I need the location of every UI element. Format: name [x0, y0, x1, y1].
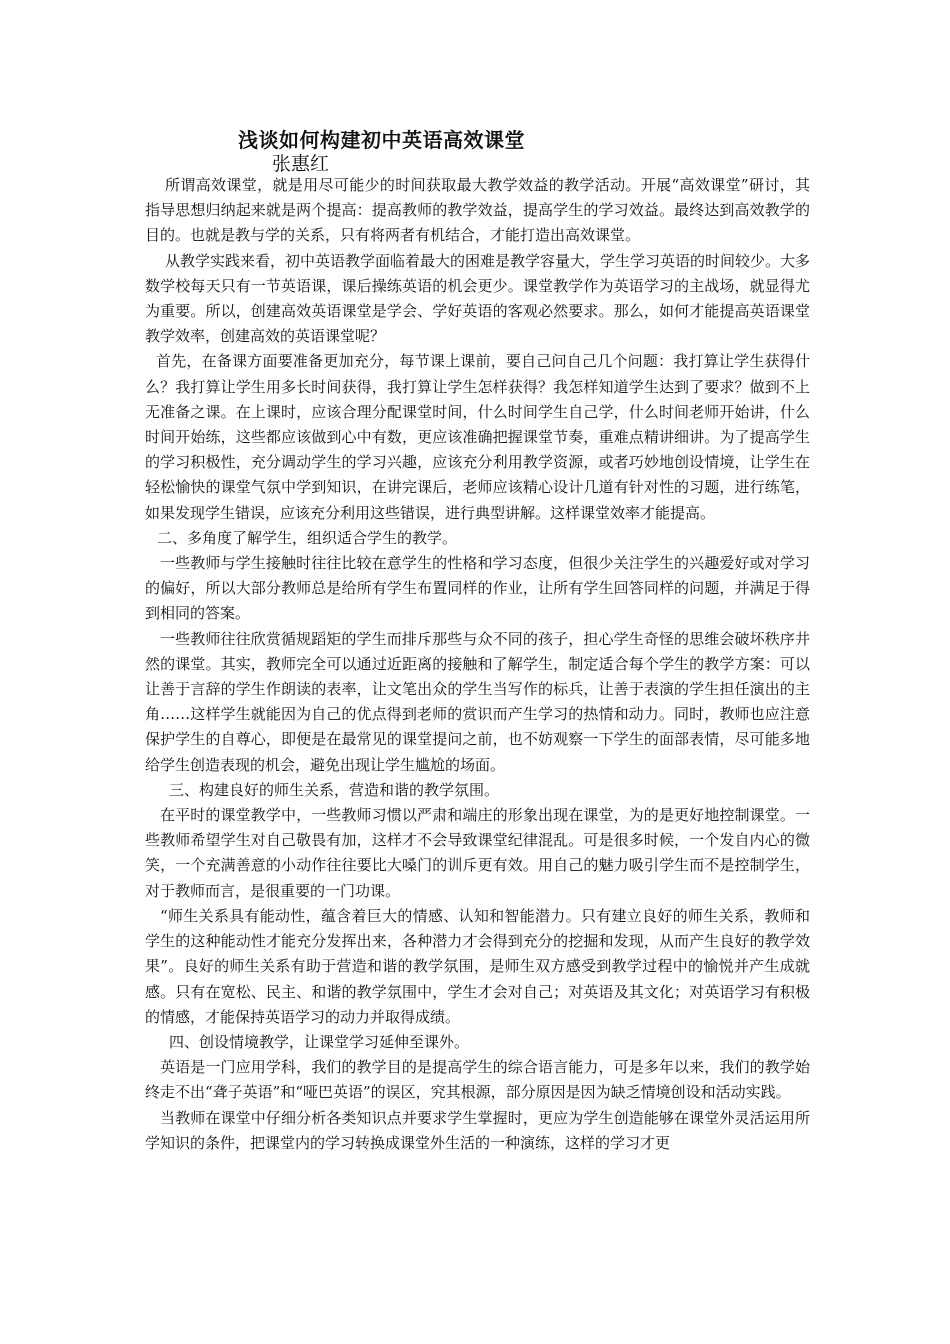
document-author: 张惠红 — [272, 153, 330, 175]
paragraph-lesson-prep: 首先，在备课方面要准备更加充分，每节课上课前，要自己问自己几个问题：我打算让学生获得什么？我打算让学生用多长时间获得，我打算让学生怎样获得？我怎样知道学生达到了要求？做到不上无准备之课。在上课时，应该合理分配课堂时间，什么时间学生自己学，什么时间老师开始讲，什么时间开始练，这些都应该做到心中有数，更应该准确把握课堂节奏，重难点精讲细讲。为了提高学生的学习积极性，充分调动学生的学习兴趣，应该充分利用教学资源，或者巧妙地创设情境，让学生在轻松愉快的课堂气氛中学到知识，在讲完课后，老师应该精心设计几道有针对性的习题，进行练笔，如果发现学生错误，应该充分利用这些错误，进行典型讲解。这样课堂效率才能提高。 — [145, 352, 810, 522]
paragraph-intro: 所谓高效课堂，就是用尽可能少的时间获取最大教学效益的教学活动。开展“高效课堂”研讨，其指导思想归纳起来就是两个提高：提高教师的教学效益，提高学生的学习效益。最终达到高效教学的目的。也就是教与学的关系，只有将两者有机结合，才能打造出高效课堂。 — [145, 176, 810, 245]
section-heading-four: 四、创设情境教学，让课堂学习延伸至课外。 — [169, 1032, 470, 1051]
paragraph-practice: 从教学实践来看，初中英语教学面临着最大的困难是教学容量大，学生学习英语的时间较少。大多数学校每天只有一节英语课，课后操练英语的机会更少。课堂教学作为英语学习的主战场，就显得尤为重要。所以，创建高效英语课堂是学会、学好英语的客观必然要求。那么，如何才能提高英语课堂教学效率，创建高效的英语课堂呢？ — [145, 251, 811, 346]
section-heading-three: 三、构建良好的师生关系，营造和谐的教学氛围。 — [169, 780, 500, 799]
paragraph-teacher-image: 在平时的课堂教学中，一些教师习惯以严肃和端庄的形象出现在课堂，为的是更好地控制课堂。一些教师希望学生对自己敬畏有加，这样才不会导致课堂纪律混乱。可是很多时候，一个发自内心的微笑，一个充满善意的小动作往往要比大嗓门的训斥更有效。用自己的魅力吸引学生而不是控制学生，对于教师而言，是很重要的一门功课。 — [145, 806, 810, 900]
section-heading-two: 二、多角度了解学生，组织适合学生的教学。 — [157, 528, 458, 547]
document-body — [145, 173, 810, 1156]
paragraph-student-plan: 一些教师往往欣赏循规蹈矩的学生而排斥那些与众不同的孩子，担心学生奇怪的思维会破坏秩序井然的课堂。其实，教师完全可以通过近距离的接触和了解学生，制定适合每个学生的教学方案：可以让善于言辞的学生作朗读的表率，让文笔出众的学生当写作的标兵，让善于表演的学生担任演出的主角……这样学生就能因为自己的优点得到老师的赏识而产生学习的热情和动力。同时，教师也应注意保护学生的自尊心，即便是在最常见的课堂提问之前，也不妨观察一下学生的面部表情，尽可能多地给学生创造表现的机会，避免出现让学生尴尬的场面。 — [145, 629, 810, 774]
paragraph-student-interest: 一些教师与学生接触时往往比较在意学生的性格和学习态度，但很少关注学生的兴趣爱好或对学习的偏好，所以大部分教师总是给所有学生布置同样的作业，让所有学生回答同样的问题，并满足于得到相同的答案。 — [145, 554, 810, 623]
document-title: 浅谈如何构建初中英语高效课堂 — [238, 128, 525, 152]
paragraph-application: 当教师在课堂中仔细分析各类知识点并要求学生掌握时，更应为学生创造能够在课堂外灵活运用所学知识的条件，把课堂内的学习转换成课堂外生活的一种演练，这样的学习才更 — [145, 1108, 810, 1152]
paragraph-relationship: “师生关系具有能动性，蕴含着巨大的情感、认知和智能潜力。只有建立良好的师生关系，教师和学生的这种能动性才能充分发挥出来，各种潜力才会得到充分的挖掘和发现，从而产生良好的教学效果”。良好的师生关系有助于营造和谐的教学氛围，是师生双方感受到教学过程中的愉悦并产生成就感。只有在宽松、民主、和谐的教学氛围中，学生才会对自己；对英语及其文化；对英语学习有积极的情感，才能保持英语学习的动力并取得成绩。 — [145, 906, 810, 1026]
paragraph-english-subject: 英语是一门应用学科，我们的教学目的是提高学生的综合语言能力，可是多年以来，我们的教学始终走不出“聋子英语”和“哑巴英语”的误区，究其根源，部分原因是因为缺乏情境创设和活动实践。 — [145, 1058, 810, 1102]
